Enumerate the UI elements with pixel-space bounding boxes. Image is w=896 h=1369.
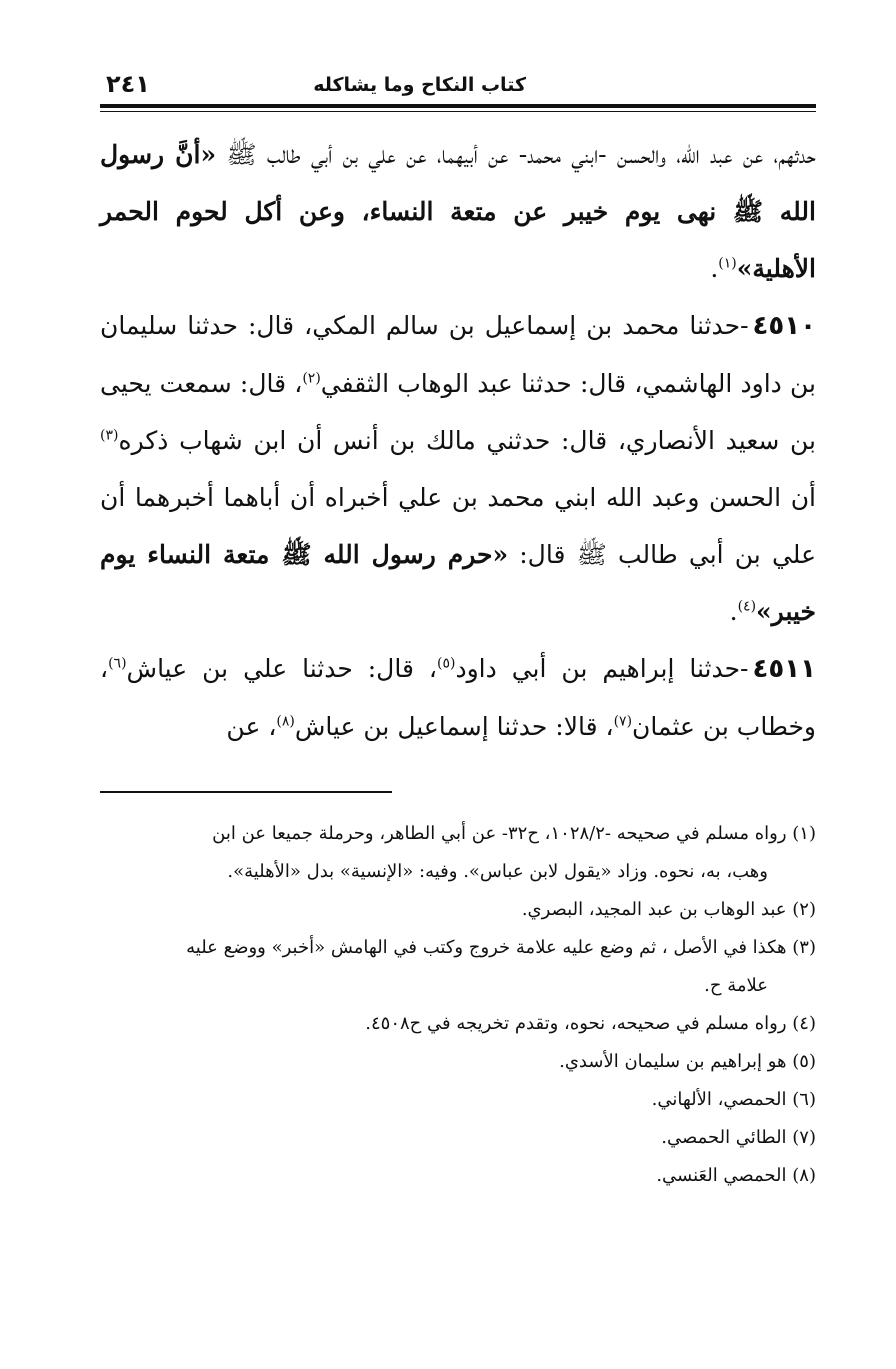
footnote-3-line1: (٣) هكذا في الأصل ، ثم وضع عليه علامة خروج وكتب في الهامش «أخبر» ووضع عليه: [186, 937, 816, 958]
footnotes: [100, 815, 816, 1195]
text-run: أن الحسن وعبد الله ابني محمد بن علي أخبراه أن أباهما أخبرهما أن علي بن أبي طالب ﷺ قال:: [100, 483, 816, 569]
paragraph-hadith-continued: حدثهم، عن عبد الله، والحسن -ابني محمد- عن أبيهما، عن علي بن أبي طالب ﷺ «أنَّ رسول الله ﷺ نهى يوم خيبر عن متعة النساء، وعن أكل لحوم الحمر الأهلية»$^{(١)}$.: [100, 140, 816, 283]
footnote-ref: (٤): [737, 598, 757, 615]
text-run: -حدثنا محمد بن إسماعيل بن سالم المكي، قال: حدثنا سليمان بن داود الهاشمي، قال: حدثنا عبد الوهاب الثقفي: [100, 311, 816, 398]
header-rule-thick: [100, 104, 816, 108]
text-run: ، وخطاب بن عثمان: [100, 654, 816, 741]
paragraph-hadith-4511: [100, 640, 816, 755]
text-run: ، قالا: حدثنا إسماعيل بن عياش: [294, 712, 614, 741]
paragraph-hadith-4510: ٤٥١٠-حدثنا محمد بن إسماعيل بن سالم المكي، قال: حدثنا سليمان بن داود الهاشمي، قال: حدثنا عبد الوهاب الثقفي$^{(٢)}$، قال: سمعت يحيى بن سعيد الأنصاري، قال: حدثني مالك بن أنس أن ابن شهاب ذكره$^{(٣)}$ أن الحسن وعبد الله ابني محمد بن علي أخبراه أن أباهما أخبرهما أن علي بن أبي طالب ﷺ قال: «حرم رسول الله ﷺ متعة النساء يوم خيبر»$^{(٤)}$.: [100, 311, 816, 626]
footnote-ref: (٨): [276, 713, 295, 730]
footnote-separator: [100, 791, 392, 793]
footnote-ref: (٣): [100, 427, 119, 444]
footnote-1-line1: (١) رواه مسلم في صحيحه -١٠٢٨/٢، ح٣٢- عن أبي الطاهر، وحرملة جميعا عن ابن: [212, 823, 816, 844]
hadith-quote: «حرم رسول الله ﷺ متعة النساء يوم خيبر»: [100, 540, 816, 626]
page-number: ٢٤١: [106, 70, 150, 98]
hadith-number: ٤٥١٠: [752, 311, 816, 341]
hadith-number: ٤٥١١: [752, 654, 816, 684]
text-run: ، عن: [226, 712, 277, 741]
running-header: [100, 60, 816, 102]
main-text: [100, 126, 816, 755]
text-run: ، قال: سمعت يحيى بن سعيد الأنصاري، قال: حدثني مالك بن أنس أن ابن شهاب ذكره: [100, 369, 816, 455]
footnote-2: (٢) عبد الوهاب بن عبد المجيد، البصري.: [521, 899, 816, 920]
running-title: كتاب النكاح وما يشاكله: [313, 74, 526, 96]
footnote-5: (٥) هو إبراهيم بن سليمان الأسدي.: [559, 1051, 816, 1072]
header-rule-thin: [100, 111, 816, 112]
footnote-ref: (٧): [613, 713, 633, 730]
text-run: -حدثنا إبراهيم بن أبي داود: [455, 654, 749, 683]
text-run: حدثهم، عن عبد الله، والحسن -ابني محمد- عن أبيهما، عن علي بن أبي طالب ﷺ: [216, 140, 816, 169]
footnote-7: (٧) الطائي الحمصي.: [661, 1127, 816, 1148]
footnote-8: (٨) الحمصي العَنسي.: [656, 1165, 816, 1186]
footnote-ref: (٦): [108, 655, 127, 672]
footnote-6: (٦) الحمصي، الألهاني.: [651, 1089, 816, 1110]
text-run: ، قال: حدثنا علي بن عياش: [126, 654, 437, 683]
hadith-quote: «أنَّ رسول الله ﷺ نهى يوم خيبر عن متعة النساء، وعن أكل لحوم الحمر الأهلية»: [100, 140, 816, 283]
footnote-ref: (١): [718, 255, 737, 272]
footnote-ref: (٢): [302, 370, 321, 387]
footnote-4: (٤) رواه مسلم في صحيحه، نحوه، وتقدم تخريجه في ح٤٥٠٨.: [365, 1013, 816, 1034]
footnote-1-line2: وهب، به، نحوه. وزاد «يقول لابن عباس». وفيه: «الإنسية» بدل «الأهلية».: [227, 861, 768, 882]
footnote-3-line2: علامة ح.: [704, 975, 768, 996]
footnote-ref: (٥): [436, 655, 456, 672]
